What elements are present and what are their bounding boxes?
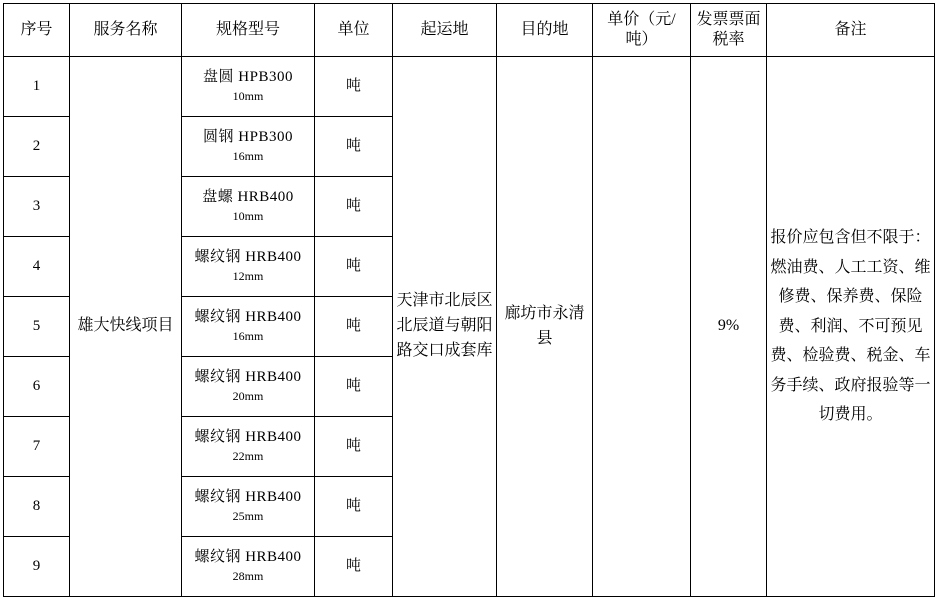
- cell-specification: [182, 477, 315, 537]
- cell-no: 9: [4, 537, 70, 597]
- header-cell-specification: 规格型号: [182, 4, 315, 57]
- header-cell-unit: 单位: [315, 4, 393, 57]
- spec-name: 螺纹钢 HRB400: [194, 548, 302, 565]
- spec-name: 螺纹钢 HRB400: [194, 428, 302, 445]
- header-cell-unit-price: 单价（元/吨）: [593, 4, 691, 57]
- cell-no: 1: [4, 57, 70, 117]
- cell-unit: 吨: [315, 117, 393, 177]
- cell-specification: [182, 357, 315, 417]
- cell-unit: 吨: [315, 357, 393, 417]
- header-cell-service-name: 服务名称: [70, 4, 182, 57]
- header-cell-no: 序号: [4, 4, 70, 57]
- header-cell-origin: 起运地: [393, 4, 497, 57]
- spec-size: 28mm: [232, 569, 264, 584]
- cell-unit: 吨: [315, 537, 393, 597]
- header-cell-destination: 目的地: [497, 4, 593, 57]
- spec-size: 10mm: [232, 89, 264, 104]
- quotation-table: [3, 3, 935, 597]
- spec-size: 20mm: [232, 389, 264, 404]
- table-header: [4, 4, 935, 57]
- cell-unit-price-merged: [593, 57, 691, 597]
- cell-specification: [182, 57, 315, 117]
- spec-name: 盘圆 HPB300: [203, 68, 293, 85]
- spec-size: 16mm: [232, 329, 264, 344]
- spec-name: 圆钢 HPB300: [203, 128, 293, 145]
- cell-specification: [182, 117, 315, 177]
- cell-unit: 吨: [315, 177, 393, 237]
- spec-size: 22mm: [232, 449, 264, 464]
- cell-unit: 吨: [315, 237, 393, 297]
- cell-no: 6: [4, 357, 70, 417]
- cell-unit: 吨: [315, 417, 393, 477]
- spec-name: 螺纹钢 HRB400: [194, 248, 302, 265]
- cell-specification: [182, 417, 315, 477]
- cell-tax-rate-merged: 9%: [691, 57, 767, 597]
- cell-service-name-merged: 雄大快线项目: [70, 57, 182, 597]
- spec-size: 16mm: [232, 149, 264, 164]
- table-body: [4, 57, 935, 597]
- cell-no: 7: [4, 417, 70, 477]
- spec-name: 螺纹钢 HRB400: [194, 308, 302, 325]
- cell-remark-merged: 报价应包含但不限于：燃油费、人工工资、维修费、保养费、保险费、利润、不可预见费、检验费、税金、车务手续、政府报验等一切费用。: [767, 57, 935, 597]
- spec-name: 螺纹钢 HRB400: [194, 488, 302, 505]
- cell-specification: [182, 297, 315, 357]
- cell-no: 3: [4, 177, 70, 237]
- cell-specification: [182, 177, 315, 237]
- cell-specification: [182, 237, 315, 297]
- cell-unit: 吨: [315, 477, 393, 537]
- table-row: [4, 57, 935, 117]
- cell-unit: 吨: [315, 297, 393, 357]
- header-cell-remark: 备注: [767, 4, 935, 57]
- cell-origin-merged: 天津市北辰区北辰道与朝阳路交口成套库: [393, 57, 497, 597]
- cell-destination-merged: 廊坊市永清县: [497, 57, 593, 597]
- cell-no: 8: [4, 477, 70, 537]
- cell-no: 4: [4, 237, 70, 297]
- cell-unit: 吨: [315, 57, 393, 117]
- spec-name: 盘螺 HRB400: [202, 188, 294, 205]
- cell-no: 5: [4, 297, 70, 357]
- header-cell-tax-rate: 发票票面税率: [691, 4, 767, 57]
- cell-no: 2: [4, 117, 70, 177]
- spec-size: 10mm: [232, 209, 264, 224]
- spec-name: 螺纹钢 HRB400: [194, 368, 302, 385]
- header-row: [4, 4, 935, 57]
- cell-specification: [182, 537, 315, 597]
- spec-size: 12mm: [232, 269, 264, 284]
- spec-size: 25mm: [232, 509, 264, 524]
